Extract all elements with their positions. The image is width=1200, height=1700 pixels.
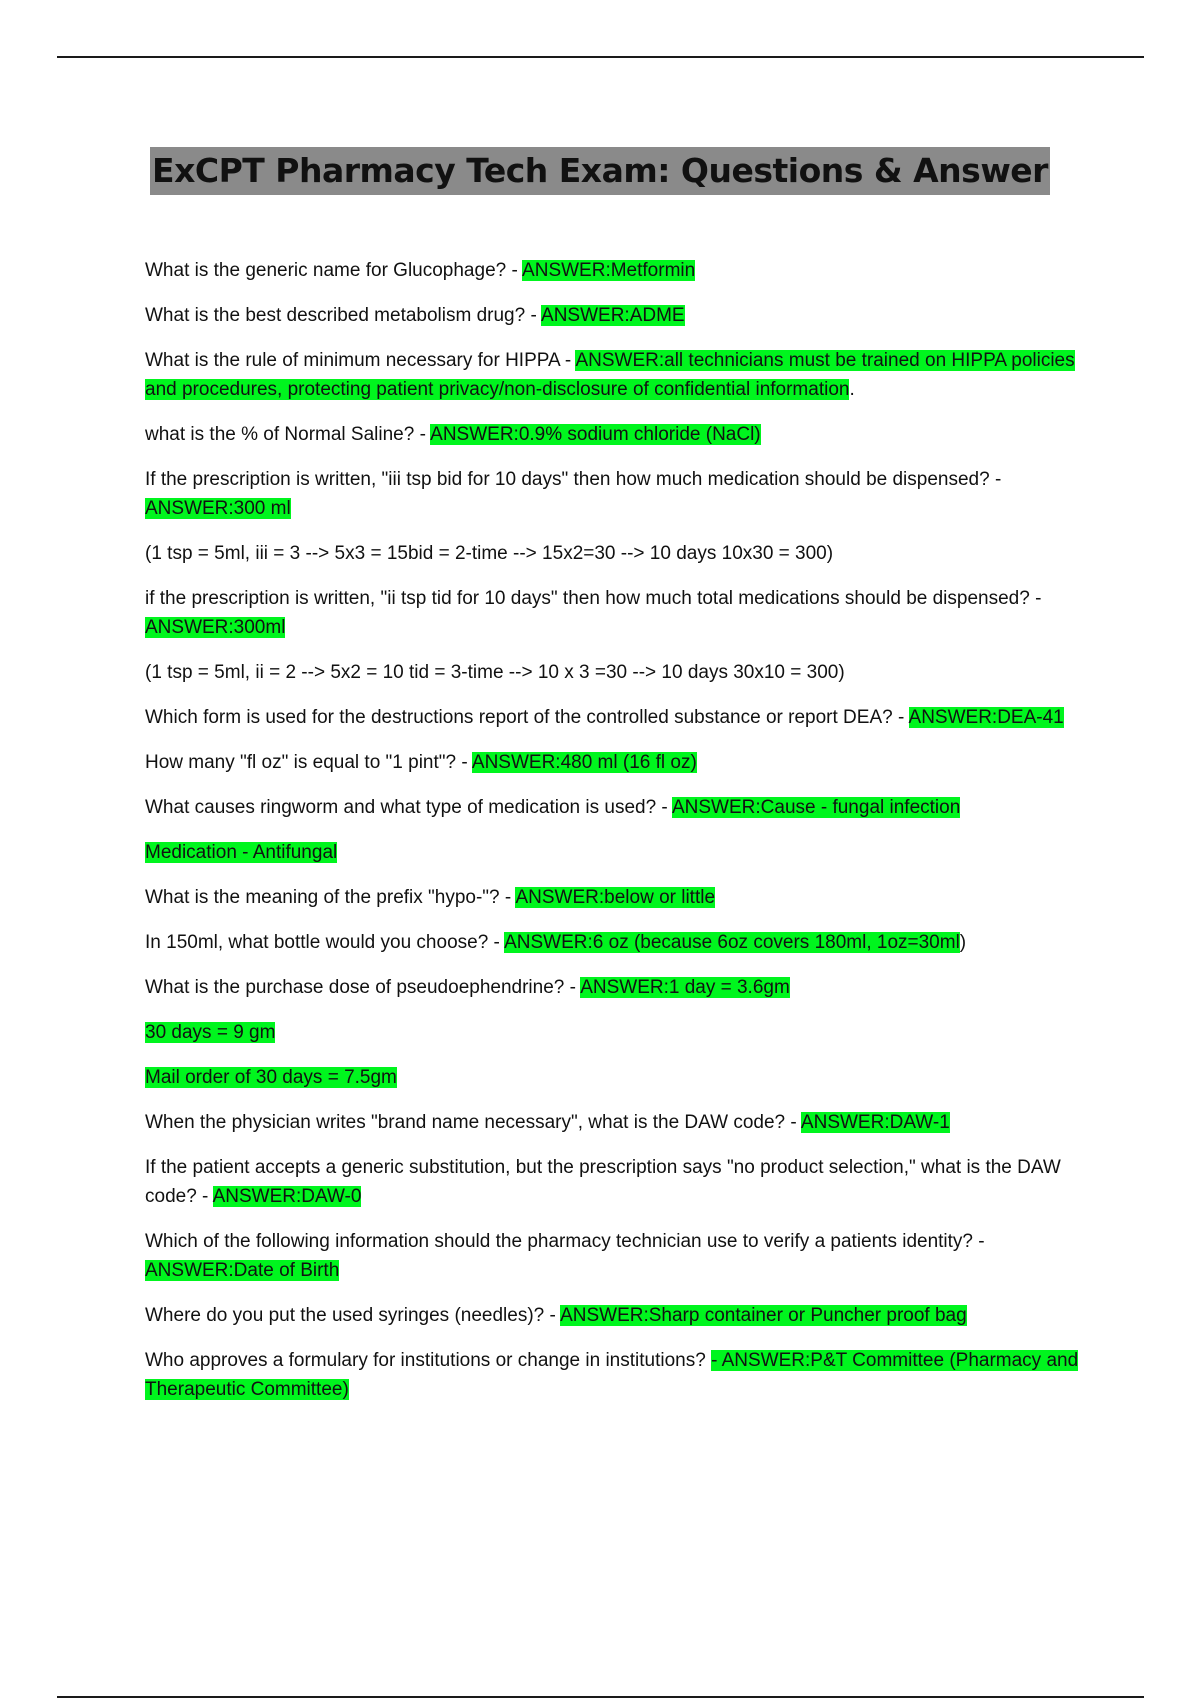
- question-text: If the patient accepts a generic substitution, but the prescription says "no product selection," what is the DAW code? -: [145, 1157, 1061, 1207]
- note-text: (1 tsp = 5ml, ii = 2 --> 5x2 = 10 tid = 3-time --> 10 x 3 =30 --> 10 days 30x10 = 300): [145, 662, 845, 683]
- answer-text: ANSWER:all technicians must be trained on HIPPA policies and procedures, protecting patient privacy/non-disclosure of confidential information: [145, 350, 1075, 400]
- qa-item: [145, 703, 1085, 732]
- qa-item: [145, 793, 1085, 822]
- bottom-rule: [57, 1696, 1144, 1698]
- question-text: When the physician writes "brand name necessary", what is the DAW code? -: [145, 1112, 801, 1133]
- qa-item: [145, 973, 1085, 1002]
- qa-item: [145, 584, 1085, 642]
- question-text: If the prescription is written, "iii tsp bid for 10 days" then how much medication should be dispensed? -: [145, 469, 1002, 490]
- answer-text: 30 days = 9 gm: [145, 1022, 276, 1043]
- question-text: What causes ringworm and what type of medication is used? -: [145, 797, 672, 818]
- answer-text: Medication - Antifungal: [145, 842, 338, 863]
- answer-text: ANSWER:300 ml: [145, 498, 291, 519]
- question-text: Which of the following information should the pharmacy technician use to verify a patients identity? -: [145, 1231, 985, 1252]
- question-text: What is the best described metabolism drug? -: [145, 305, 542, 326]
- qa-item: [145, 883, 1085, 912]
- qa-item: [145, 256, 1085, 285]
- qa-item: [145, 346, 1085, 404]
- question-text: What is the generic name for Glucophage? -: [145, 260, 523, 281]
- answer-text: ANSWER:0.9% sodium chloride (NaCl): [430, 424, 761, 445]
- answer-text: ANSWER:Sharp container or Puncher proof bag: [560, 1305, 967, 1326]
- answer-text: ANSWER:1 day = 3.6gm: [580, 977, 790, 998]
- question-text: How many "fl oz" is equal to "1 pint"? -: [145, 752, 472, 773]
- qa-item: [145, 420, 1085, 449]
- question-text: Where do you put the used syringes (needles)? -: [145, 1305, 561, 1326]
- answer-text: ANSWER:Cause - fungal infection: [671, 797, 961, 818]
- trailing-text: .: [849, 379, 855, 400]
- qa-list: [145, 256, 1085, 1420]
- qa-item: [145, 301, 1085, 330]
- answer-text: Mail order of 30 days = 7.5gm: [145, 1067, 397, 1088]
- qa-item: [145, 928, 1085, 957]
- trailing-text: ): [959, 932, 967, 953]
- answer-continuation: [145, 1018, 1085, 1047]
- answer-text: ANSWER:DAW-0: [212, 1186, 362, 1207]
- qa-item: [145, 1108, 1085, 1137]
- title-container: [0, 147, 1200, 195]
- qa-item: [145, 1153, 1085, 1211]
- question-text: In 150ml, what bottle would you choose? -: [145, 932, 505, 953]
- answer-text: ANSWER:ADME: [541, 305, 685, 326]
- answer-continuation: [145, 838, 1085, 867]
- top-rule: [57, 56, 1144, 58]
- calculation-note: [145, 658, 1085, 687]
- question-text: Who approves a formulary for institutions or change in institutions?: [145, 1350, 712, 1371]
- answer-continuation: [145, 1063, 1085, 1092]
- answer-text: ANSWER:6 oz (because 6oz covers 180ml, 1oz=30ml: [504, 932, 960, 953]
- qa-item: [145, 1227, 1085, 1285]
- answer-text: ANSWER:DEA-41: [908, 707, 1064, 728]
- calculation-note: [145, 539, 1085, 568]
- answer-text: ANSWER:DAW-1: [800, 1112, 950, 1133]
- answer-text: ANSWER:300ml: [145, 617, 286, 638]
- answer-text: ANSWER:480 ml (16 fl oz): [471, 752, 697, 773]
- question-text: if the prescription is written, "ii tsp tid for 10 days" then how much total medications should be dispensed? -: [145, 588, 1042, 609]
- question-text: What is the meaning of the prefix "hypo-"? -: [145, 887, 516, 908]
- answer-text: ANSWER:below or little: [515, 887, 716, 908]
- question-text: What is the rule of minimum necessary for HIPPA -: [145, 350, 576, 371]
- answer-text: ANSWER:Metformin: [522, 260, 696, 281]
- qa-item: [145, 748, 1085, 777]
- document-title: ExCPT Pharmacy Tech Exam: Questions & Answer: [150, 147, 1050, 195]
- question-text: what is the % of Normal Saline? -: [145, 424, 431, 445]
- qa-item: [145, 1346, 1085, 1404]
- qa-item: [145, 1301, 1085, 1330]
- question-text: Which form is used for the destructions report of the controlled substance or report DEA? -: [145, 707, 909, 728]
- question-text: What is the purchase dose of pseudoephendrine? -: [145, 977, 581, 998]
- answer-text: - ANSWER:P&T Committee (Pharmacy and Therapeutic Committee): [145, 1350, 1079, 1400]
- qa-item: [145, 465, 1085, 523]
- answer-text: ANSWER:Date of Birth: [145, 1260, 340, 1281]
- note-text: (1 tsp = 5ml, iii = 3 --> 5x3 = 15bid = 2-time --> 15x2=30 --> 10 days 10x30 = 300): [145, 543, 834, 564]
